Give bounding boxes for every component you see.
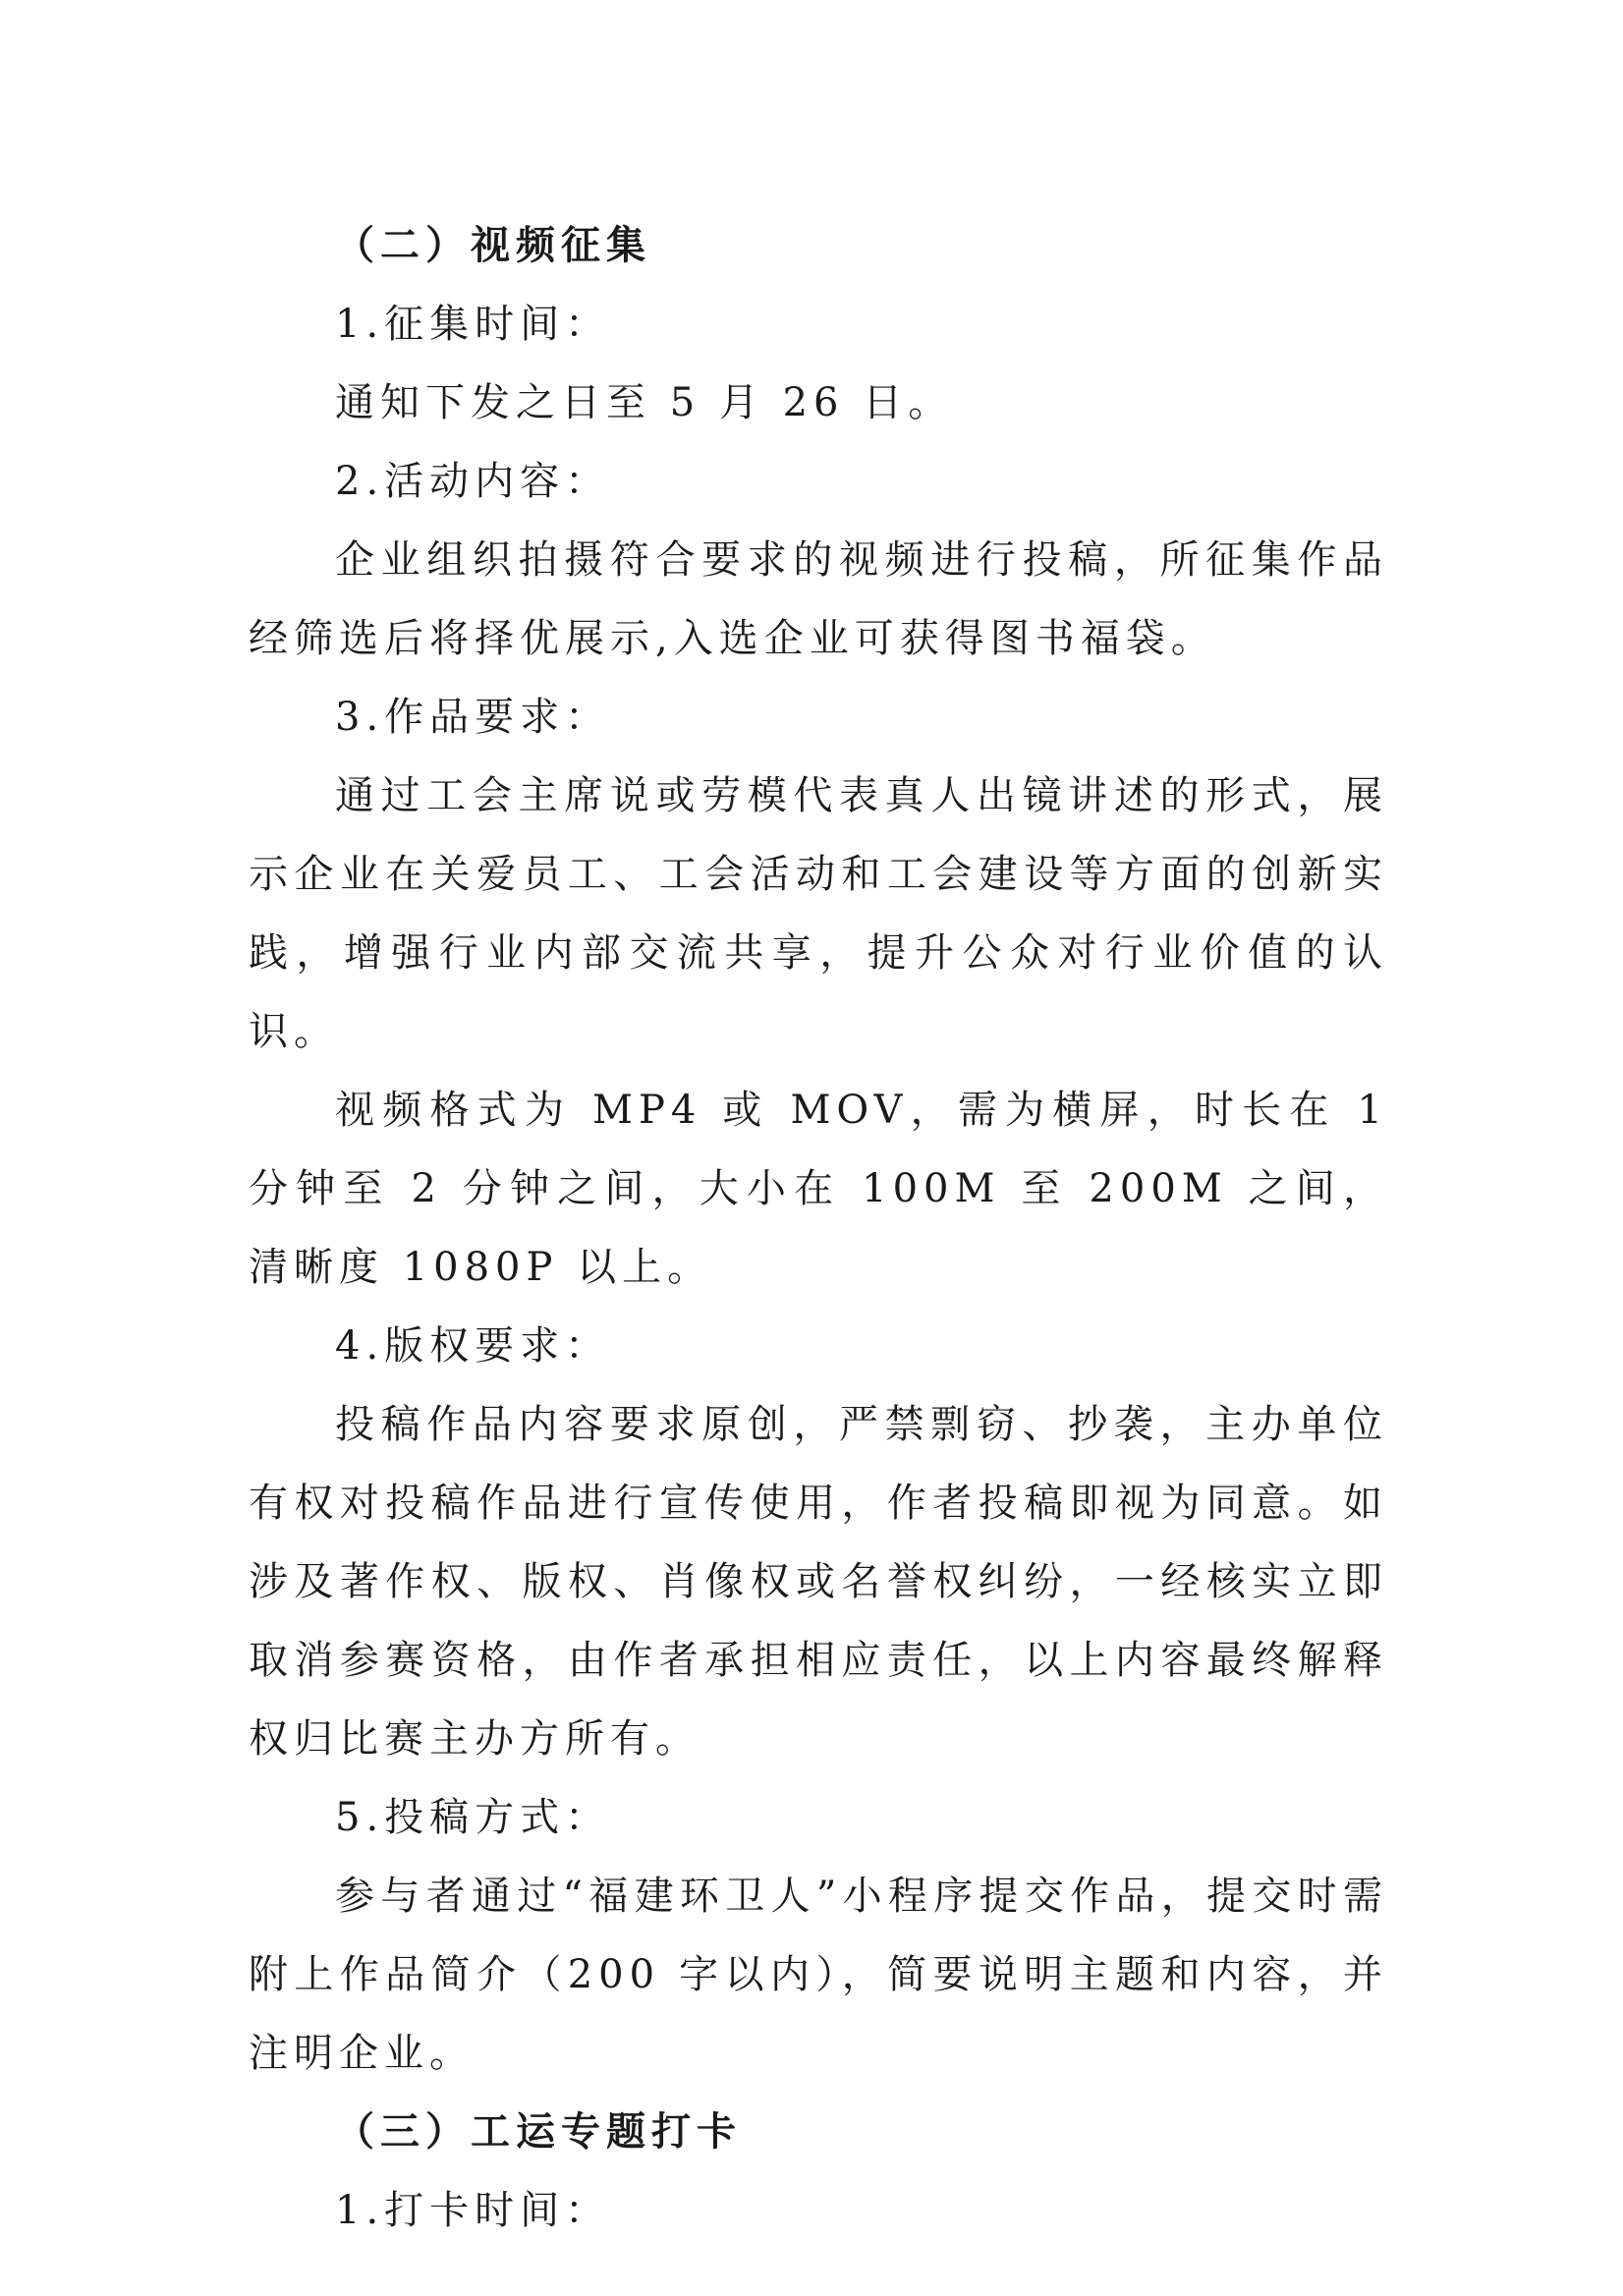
section-heading-video-collection: （二）视频征集 — [335, 223, 651, 268]
item-copyright-requirements-label: 4.版权要求： — [335, 1323, 611, 1369]
item-submission-method-label: 5.投稿方式： — [335, 1795, 611, 1840]
copyright-requirements-text: 投稿作品内容要求原创，严禁剽窃、抄袭，主办单位有权对投稿作品进行宣传使用，作者投稿即视为同意。如涉及著作权、版权、肖像权或名誉权纠纷，一经核实立即取消参赛资格，由作者承担相应责任，以上内容最终解释权归比赛主办方所有。 — [249, 1402, 1388, 1762]
item-collection-time-label: 1.征集时间： — [335, 302, 611, 347]
section-heading-checkin: （三）工运专题打卡 — [335, 2109, 742, 2155]
work-requirements-text: 通过工会主席说或劳模代表真人出镜讲述的形式，展示企业在关爱员工、工会活动和工会建设等方面的创新实践，增强行业内部交流共享，提升公众对行业价值的认识。 — [249, 773, 1388, 1054]
activity-content-text: 企业组织拍摄符合要求的视频进行投稿，所征集作品经筛选后将择优展示,入选企业可获得图书福袋。 — [249, 537, 1388, 661]
item-work-requirements-label: 3.作品要求： — [335, 695, 611, 740]
document-body — [249, 206, 1388, 2250]
collection-time-text: 通知下发之日至 5 月 26 日。 — [335, 380, 954, 425]
item-checkin-time-label: 1.打卡时间： — [335, 2188, 611, 2233]
video-format-text: 视频格式为 MP4 或 MOV，需为横屏，时长在 1 分钟至 2 分钟之间，大小在 100M 至 200M 之间，清晰度 1080P 以上。 — [249, 1088, 1388, 1290]
item-activity-content-label: 2.活动内容： — [335, 459, 611, 504]
submission-method-text: 参与者通过“福建环卫人”小程序提交作品，提交时需附上作品简介（200 字以内），简要说明主题和内容，并注明企业。 — [249, 1874, 1388, 2076]
